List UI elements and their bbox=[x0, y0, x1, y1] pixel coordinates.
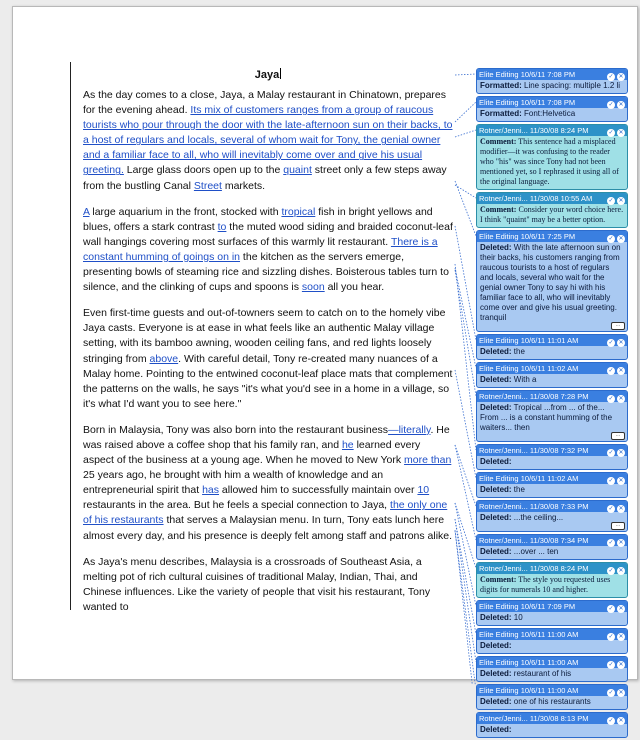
text-run: As Jaya's menu describes, Malaysia is a crossroads of Southeast Asia, a melting pot of rich cultural cuisines of traditional Malay, Indian, Thai, and Chinese influences. Like the variety of people that visit his restaurant, Tony wanted to bbox=[83, 555, 431, 613]
tracked-insertion: the only one of his restaurants bbox=[83, 499, 448, 527]
balloon-header bbox=[477, 535, 627, 546]
accept-change-icon[interactable]: ✓ bbox=[608, 236, 614, 242]
accept-change-icon[interactable]: ✓ bbox=[608, 690, 614, 696]
accept-change-icon[interactable]: ✓ bbox=[608, 102, 614, 108]
reject-change-icon[interactable]: ✕ bbox=[618, 718, 624, 724]
balloon-label: Comment: bbox=[480, 137, 517, 146]
balloon-body bbox=[477, 612, 627, 625]
balloon-header bbox=[477, 391, 627, 402]
balloon-text: This sentence had a misplaced modifier—it was confusing to the reader who "his" was since Tony had not been mentioned yet, so I rephrased it using all of the original language. bbox=[480, 137, 619, 186]
reject-change-icon[interactable]: ✕ bbox=[618, 396, 624, 402]
balloon-body bbox=[477, 484, 627, 497]
balloon-label: Deleted: bbox=[480, 403, 512, 412]
balloon-header bbox=[477, 97, 627, 108]
reject-change-icon[interactable]: ✕ bbox=[618, 130, 624, 136]
text-run: Even first-time guests and out-of-towners seem to catch on to the homely vibe Jaya casts. Everyone is at ease in what feels like an authentic Malay village setting, with its bamboo awning, wooden ceiling fans, and red lights loosely stringing from bbox=[83, 307, 446, 365]
reject-change-icon[interactable]: ✕ bbox=[618, 236, 624, 242]
balloon-text: restaurant of his bbox=[511, 669, 572, 678]
balloon-text: ...over ... ten bbox=[511, 547, 559, 556]
balloon-body bbox=[477, 546, 627, 559]
connector-line bbox=[455, 181, 476, 236]
balloon-header bbox=[477, 713, 627, 724]
balloon-body bbox=[477, 108, 627, 121]
balloon-body bbox=[477, 512, 627, 531]
balloon-text: Font:Helvetica bbox=[521, 109, 576, 118]
balloon-actions bbox=[605, 98, 625, 109]
text-run: the kitchen as the servers emerge, presenting bowls of steaming rice and sizzling dishes. Boisterous tables turn to silence, and the clinking of cups and spoons is bbox=[83, 250, 449, 294]
balloon-author-time: Rotner/Jenni... 11/30/08 7:33 PM bbox=[479, 502, 589, 511]
reject-change-icon[interactable]: ✕ bbox=[618, 568, 624, 574]
accept-change-icon[interactable]: ✓ bbox=[608, 718, 614, 724]
balloon-actions bbox=[605, 536, 625, 547]
balloon-header bbox=[477, 193, 627, 204]
balloon-label: Deleted: bbox=[480, 697, 512, 706]
balloon-body bbox=[477, 724, 627, 737]
reject-change-icon[interactable]: ✕ bbox=[618, 540, 624, 546]
balloon-actions bbox=[605, 602, 625, 613]
balloon-body bbox=[477, 136, 627, 189]
revision-balloon[interactable] bbox=[476, 534, 628, 560]
accept-change-icon[interactable]: ✓ bbox=[608, 368, 614, 374]
comment-balloon[interactable] bbox=[476, 192, 628, 228]
balloon-author-time: Elite Editing 10/6/11 11:01 AM bbox=[479, 336, 579, 345]
reject-change-icon[interactable]: ✕ bbox=[618, 662, 624, 668]
balloon-header bbox=[477, 473, 627, 484]
revision-balloon[interactable] bbox=[476, 444, 628, 470]
text-run: . With careful detail, Tony re-created many nuances of a Malay home. Pointing to the entwined coconut-leaf place mats that complement the patterns on the walls, he says "it's what you'd see in a home in a village, so it's what I'd want you to see here." bbox=[83, 352, 453, 410]
reject-change-icon[interactable]: ✕ bbox=[618, 506, 624, 512]
accept-change-icon[interactable]: ✓ bbox=[608, 662, 614, 668]
revision-balloon[interactable] bbox=[476, 230, 628, 332]
balloon-body bbox=[477, 242, 627, 331]
balloon-more-text: tranquil bbox=[480, 313, 507, 322]
balloon-text: the bbox=[511, 485, 525, 494]
connector-line bbox=[455, 519, 476, 634]
accept-change-icon[interactable]: ✓ bbox=[608, 450, 614, 456]
reject-change-icon[interactable]: ✕ bbox=[618, 634, 624, 640]
text-run: learned every aspect of the business at a young age. When he moved to New York bbox=[83, 438, 421, 467]
revision-balloon[interactable] bbox=[476, 96, 628, 122]
text-run: 25 years ago, he brought with him a wealth of knowledge and an entrepreneurial spirit that bbox=[83, 469, 384, 497]
balloon-label: Deleted: bbox=[480, 725, 512, 734]
balloon-text: The style you requested uses digits for numerals 10 and higher. bbox=[480, 575, 611, 594]
expand-balloon-button[interactable]: ... bbox=[611, 432, 625, 440]
tracked-insertion: soon bbox=[301, 281, 325, 294]
connector-line bbox=[455, 519, 476, 662]
revision-balloon[interactable] bbox=[476, 684, 628, 710]
balloon-author-time: Elite Editing 10/6/11 11:00 AM bbox=[479, 658, 579, 667]
balloon-author-time: Elite Editing 10/6/11 7:25 PM bbox=[479, 232, 576, 241]
tracked-insertion: 10 bbox=[417, 484, 430, 497]
balloon-actions bbox=[605, 502, 625, 513]
balloon-actions bbox=[605, 392, 625, 403]
text-run: As the day comes to a close, Jaya, a Malay restaurant in Chinatown, prepares for the evening ahead. bbox=[83, 89, 447, 117]
balloon-body bbox=[477, 668, 627, 681]
balloon-text: Line spacing: multiple 1.2 li bbox=[521, 81, 621, 90]
balloon-header bbox=[477, 335, 627, 346]
revision-balloon[interactable] bbox=[476, 362, 628, 388]
expand-balloon-button[interactable]: ... bbox=[611, 522, 625, 530]
balloon-author-time: Rotner/Jenni... 11/30/08 8:13 PM bbox=[479, 714, 589, 723]
tracked-insertion: he bbox=[341, 438, 354, 451]
balloon-header bbox=[477, 601, 627, 612]
connector-line bbox=[455, 445, 476, 506]
balloon-author-time: Elite Editing 10/6/11 11:02 AM bbox=[479, 364, 579, 373]
reject-change-icon[interactable]: ✕ bbox=[618, 74, 624, 80]
text-run: all you hear. bbox=[324, 281, 385, 294]
balloon-body bbox=[477, 80, 627, 93]
balloon-header bbox=[477, 363, 627, 374]
revision-balloon[interactable] bbox=[476, 472, 628, 498]
reject-change-icon[interactable]: ✕ bbox=[618, 340, 624, 346]
balloon-author-time: Elite Editing 10/6/11 11:00 AM bbox=[479, 686, 579, 695]
reject-change-icon[interactable]: ✕ bbox=[618, 606, 624, 612]
comment-balloon[interactable] bbox=[476, 124, 628, 190]
text-run: the muted wood siding and braided coconut-leaf wall hangings covering most surfaces of this warmly lit restaurant. bbox=[83, 220, 453, 248]
revision-balloon[interactable] bbox=[476, 712, 628, 738]
balloon-body bbox=[477, 456, 627, 469]
text-run: restaurants in the area. But he feels a special connection to Jaya, bbox=[83, 499, 391, 512]
balloon-label: Comment: bbox=[480, 205, 517, 214]
reject-change-icon[interactable]: ✕ bbox=[618, 102, 624, 108]
connector-line bbox=[455, 370, 476, 478]
tracked-insertion: There is a constant humming of goings on in bbox=[83, 235, 438, 263]
balloon-body bbox=[477, 640, 627, 653]
balloon-author-time: Rotner/Jenni... 11/30/08 8:24 PM bbox=[479, 564, 589, 573]
balloon-text: ...the ceiling... bbox=[511, 513, 564, 522]
balloon-header bbox=[477, 629, 627, 640]
text-run: Born in Malaysia, Tony was also born into the restaurant business bbox=[83, 423, 389, 436]
tracked-insertion: Its mix of customers ranges from a group of raucous tourists who pour through the door with the late-afternoon sun on their backs, to a host of regulars and locals, several of whom wait for Tony, the genial owner and a familiar face to all, who will inevitably come over and give his usual greeting. bbox=[83, 104, 453, 177]
revision-balloon[interactable] bbox=[476, 500, 628, 532]
accept-change-icon[interactable]: ✓ bbox=[608, 506, 614, 512]
balloon-actions bbox=[605, 446, 625, 457]
balloon-actions bbox=[605, 364, 625, 375]
reject-change-icon[interactable]: ✕ bbox=[618, 690, 624, 696]
text-run: fish in bright yellows and blues, offers a stark contrast bbox=[83, 205, 433, 233]
balloon-text: the bbox=[511, 347, 525, 356]
accept-change-icon[interactable]: ✓ bbox=[608, 540, 614, 546]
title-text: Jaya bbox=[254, 69, 280, 81]
accept-change-icon[interactable]: ✓ bbox=[608, 568, 614, 574]
balloon-actions bbox=[605, 474, 625, 485]
connector-line bbox=[455, 74, 476, 75]
text-run: markets. bbox=[221, 179, 266, 192]
balloon-header bbox=[477, 125, 627, 136]
balloon-text: 10 bbox=[511, 613, 523, 622]
tracked-insertion: has bbox=[202, 484, 220, 497]
balloon-label: Deleted: bbox=[480, 243, 512, 252]
expand-balloon-button[interactable]: ... bbox=[611, 322, 625, 330]
balloon-body bbox=[477, 374, 627, 387]
balloon-author-time: Rotner/Jenni... 11/30/08 10:55 AM bbox=[479, 194, 593, 203]
text-run: that serves a Malaysian menu. In turn, Tony eats lunch here almost every day, and his presence is deeply felt among staff and patrons alike. bbox=[83, 514, 453, 542]
balloon-actions bbox=[605, 714, 625, 725]
revision-balloon[interactable] bbox=[476, 68, 628, 94]
connector-line bbox=[455, 130, 476, 137]
balloon-header bbox=[477, 69, 627, 80]
connector-line bbox=[455, 445, 476, 540]
balloon-header bbox=[477, 563, 627, 574]
accept-change-icon[interactable]: ✓ bbox=[608, 396, 614, 402]
balloon-label: Deleted: bbox=[480, 513, 512, 522]
tracked-insertion: Street bbox=[193, 179, 222, 192]
balloon-body bbox=[477, 346, 627, 359]
tracked-insertion: above bbox=[149, 352, 179, 365]
comment-balloon[interactable] bbox=[476, 562, 628, 598]
accept-change-icon[interactable]: ✓ bbox=[608, 634, 614, 640]
balloon-text: Consider your word choice here. I think "quaint" may be a better option. bbox=[480, 205, 624, 224]
accept-change-icon[interactable]: ✓ bbox=[608, 130, 614, 136]
balloon-body bbox=[477, 696, 627, 709]
balloon-actions bbox=[605, 336, 625, 347]
balloon-header bbox=[477, 445, 627, 456]
balloon-actions bbox=[605, 70, 625, 81]
balloon-text: Tropical ...from ... of the... From ... is a constant humming of the waiters... then bbox=[480, 403, 613, 432]
balloon-author-time: Rotner/Jenni... 11/30/08 7:28 PM bbox=[479, 392, 589, 401]
tracked-insertion: A bbox=[83, 205, 90, 218]
balloon-author-time: Elite Editing 10/6/11 7:09 PM bbox=[479, 602, 576, 611]
balloon-author-time: Rotner/Jenni... 11/30/08 7:34 PM bbox=[479, 536, 589, 545]
balloon-label: Deleted: bbox=[480, 375, 512, 384]
revision-balloon[interactable] bbox=[476, 656, 628, 682]
revision-balloon[interactable] bbox=[476, 600, 628, 626]
balloon-author-time: Elite Editing 10/6/11 7:08 PM bbox=[479, 70, 576, 79]
balloon-text: one of his restaurants bbox=[511, 697, 591, 706]
revision-balloons-pane bbox=[476, 68, 628, 740]
balloon-body bbox=[477, 402, 627, 441]
revision-balloon[interactable] bbox=[476, 628, 628, 654]
connector-line bbox=[455, 185, 476, 198]
balloon-actions bbox=[605, 232, 625, 243]
reject-change-icon[interactable]: ✕ bbox=[618, 198, 624, 204]
balloon-header bbox=[477, 657, 627, 668]
balloon-author-time: Elite Editing 10/6/11 7:08 PM bbox=[479, 98, 576, 107]
balloon-author-time: Rotner/Jenni... 11/30/08 7:32 PM bbox=[479, 446, 589, 455]
balloon-body bbox=[477, 204, 627, 227]
reject-change-icon[interactable]: ✕ bbox=[618, 450, 624, 456]
balloon-actions bbox=[605, 126, 625, 137]
balloon-label: Deleted: bbox=[480, 457, 512, 466]
tracked-insertion: more than bbox=[404, 454, 452, 467]
accept-change-icon[interactable]: ✓ bbox=[608, 340, 614, 346]
balloon-label: Deleted: bbox=[480, 669, 512, 678]
reject-change-icon[interactable]: ✕ bbox=[618, 368, 624, 374]
revision-balloon[interactable] bbox=[476, 390, 628, 442]
tracked-insertion: to bbox=[217, 220, 227, 233]
balloon-label: Comment: bbox=[480, 575, 517, 584]
connector-line bbox=[455, 102, 476, 122]
balloon-label: Deleted: bbox=[480, 641, 512, 650]
balloon-label: Formatted: bbox=[480, 109, 522, 118]
balloon-header bbox=[477, 685, 627, 696]
balloon-text: With the late afternoon sun on their backs, his customers ranging from raucous tourists to a host of regulars and locals, several who wait for the genial owner Tony to say hi with his familiar face to all, who will inevitably come over and give his usual greeting. bbox=[480, 243, 621, 312]
balloon-actions bbox=[605, 658, 625, 669]
balloon-text: With a bbox=[511, 375, 537, 384]
tracked-insertion: —literally bbox=[388, 423, 431, 436]
accept-change-icon[interactable]: ✓ bbox=[608, 198, 614, 204]
balloon-label: Formatted: bbox=[480, 81, 522, 90]
balloon-actions bbox=[605, 564, 625, 575]
text-run: bustling Canal bbox=[124, 179, 194, 192]
text-run: large aquarium in the front, stocked with bbox=[89, 205, 282, 218]
balloon-label: Deleted: bbox=[480, 347, 512, 356]
text-run: allowed him to successfully maintain over bbox=[219, 484, 418, 497]
text-run: Large glass doors open up to the bbox=[123, 164, 284, 177]
tracked-insertion: quaint bbox=[283, 164, 312, 177]
accept-change-icon[interactable]: ✓ bbox=[608, 74, 614, 80]
balloon-header bbox=[477, 231, 627, 242]
balloon-label: Deleted: bbox=[480, 485, 512, 494]
balloon-label: Deleted: bbox=[480, 547, 512, 556]
balloon-label: Deleted: bbox=[480, 613, 512, 622]
text-run: street only a few steps away from the bbox=[83, 164, 447, 192]
tracked-insertion: tropical bbox=[281, 205, 316, 218]
balloon-author-time: Elite Editing 10/6/11 11:02 AM bbox=[479, 474, 579, 483]
balloon-body bbox=[477, 574, 627, 597]
balloon-actions bbox=[605, 686, 625, 697]
accept-change-icon[interactable]: ✓ bbox=[608, 478, 614, 484]
balloon-header bbox=[477, 501, 627, 512]
balloon-actions bbox=[605, 194, 625, 205]
text-run: . He was raised above a coffee shop that his family ran, and bbox=[83, 423, 450, 451]
balloon-author-time: Elite Editing 10/6/11 11:00 AM bbox=[479, 630, 579, 639]
reject-change-icon[interactable]: ✕ bbox=[618, 478, 624, 484]
connector-line bbox=[455, 264, 476, 450]
balloon-author-time: Rotner/Jenni... 11/30/08 8:24 PM bbox=[479, 126, 589, 135]
revision-balloon[interactable] bbox=[476, 334, 628, 360]
accept-change-icon[interactable]: ✓ bbox=[608, 606, 614, 612]
balloon-actions bbox=[605, 630, 625, 641]
